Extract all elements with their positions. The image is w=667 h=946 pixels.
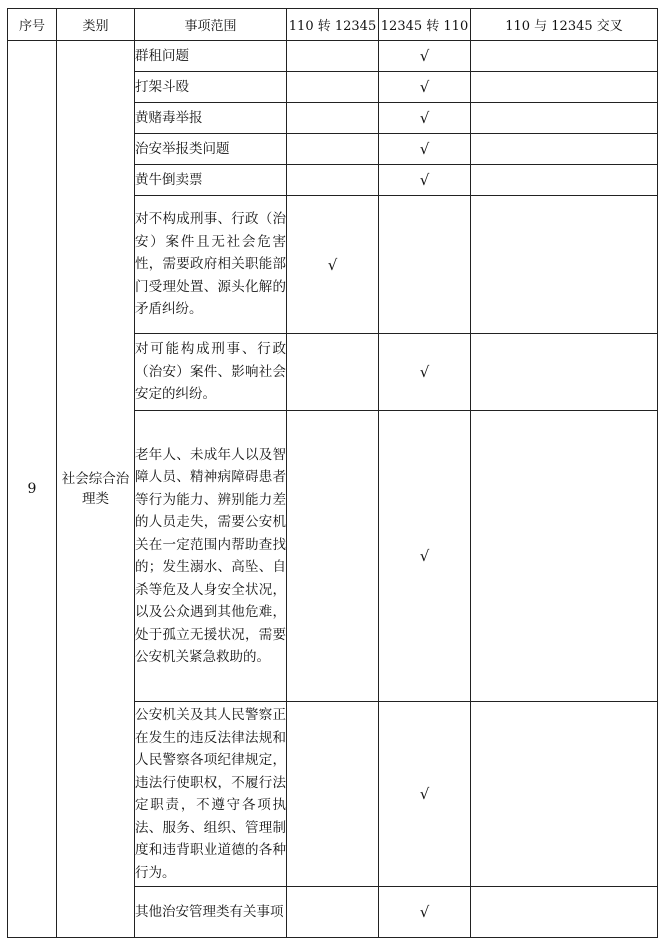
service-classification-table [7, 8, 658, 938]
mark-12345-to-110: √ [379, 887, 471, 938]
mark-110-to-12345 [287, 411, 379, 702]
mark-12345-to-110: √ [379, 41, 471, 72]
header-category: 类别 [57, 9, 135, 41]
scope-cell: 对不构成刑事、行政（治安）案件且无社会危害性，需要政府相关职能部门受理处置、源头化解的矛盾纠纷。 [135, 196, 287, 334]
mark-110-to-12345 [287, 334, 379, 411]
mark-cross [471, 165, 658, 196]
mark-12345-to-110: √ [379, 72, 471, 103]
mark-12345-to-110 [379, 196, 471, 334]
row-number: 9 [8, 41, 57, 938]
header-scope: 事项范围 [135, 9, 287, 41]
mark-cross [471, 411, 658, 702]
scope-cell: 群租问题 [135, 41, 287, 72]
scope-cell: 对可能构成刑事、行政（治安）案件、影响社会安定的纠纷。 [135, 334, 287, 411]
mark-110-to-12345 [287, 134, 379, 165]
mark-cross [471, 72, 658, 103]
mark-110-to-12345 [287, 702, 379, 887]
mark-12345-to-110: √ [379, 103, 471, 134]
header-row [8, 9, 658, 41]
mark-12345-to-110: √ [379, 334, 471, 411]
scope-cell: 公安机关及其人民警察正在发生的违反法律法规和人民警察各项纪律规定，违法行使职权，不履行法定职责，不遵守各项执法、服务、组织、管理制度和违背职业道德的各种行为。 [135, 702, 287, 887]
mark-110-to-12345 [287, 103, 379, 134]
header-110-to-12345: 110 转 12345 [287, 9, 379, 41]
header-12345-to-110: 12345 转 110 [379, 9, 471, 41]
header-cross: 110 与 12345 交叉 [471, 9, 658, 41]
mark-110-to-12345 [287, 887, 379, 938]
scope-cell: 黄牛倒卖票 [135, 165, 287, 196]
mark-12345-to-110: √ [379, 134, 471, 165]
mark-cross [471, 134, 658, 165]
header-number: 序号 [8, 9, 57, 41]
mark-cross [471, 334, 658, 411]
scope-cell: 打架斗殴 [135, 72, 287, 103]
mark-12345-to-110: √ [379, 411, 471, 702]
mark-110-to-12345: √ [287, 196, 379, 334]
scope-cell: 老年人、未成年人以及智障人员、精神病障碍患者等行为能力、辨别能力差的人员走失，需要公安机关在一定范围内帮助查找的；发生溺水、高坠、自杀等危及人身安全状况，以及公众遇到其他危难，处于孤立无援状况，需要公安机关紧急救助的。 [135, 411, 287, 702]
scope-cell: 治安举报类问题 [135, 134, 287, 165]
mark-cross [471, 103, 658, 134]
mark-cross [471, 887, 658, 938]
mark-12345-to-110: √ [379, 702, 471, 887]
mark-cross [471, 702, 658, 887]
row-category: 社会综合治理类 [57, 41, 135, 938]
mark-110-to-12345 [287, 41, 379, 72]
mark-12345-to-110: √ [379, 165, 471, 196]
mark-cross [471, 41, 658, 72]
mark-110-to-12345 [287, 72, 379, 103]
mark-110-to-12345 [287, 165, 379, 196]
scope-cell: 黄赌毒举报 [135, 103, 287, 134]
table-row [8, 41, 658, 72]
mark-cross [471, 196, 658, 334]
scope-cell: 其他治安管理类有关事项 [135, 887, 287, 938]
